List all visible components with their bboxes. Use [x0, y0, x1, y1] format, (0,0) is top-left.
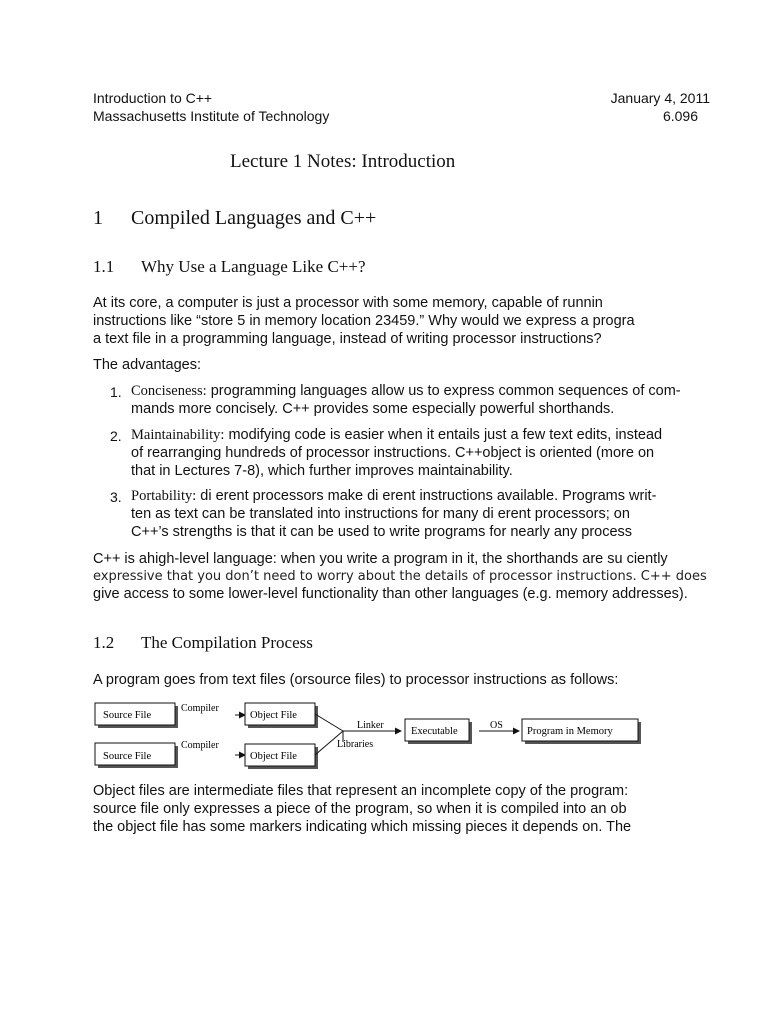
list-item-text: of rearranging hundreds of processor instructions. C++object is oriented (more on: [131, 445, 655, 461]
executable-label: Executable: [411, 726, 458, 737]
list-item: [131, 426, 662, 444]
os-label: OS: [490, 720, 503, 731]
section-1-heading: [93, 207, 376, 230]
section-title: Why Use a Language Like C++?: [141, 257, 366, 276]
list-item-text: that in Lectures 7-8), which further improves maintainability.: [131, 463, 513, 479]
header-course-title: Introduction to C++: [93, 90, 213, 106]
header-institution: Massachusetts Institute of Technology: [93, 108, 330, 124]
compilation-diagram: [93, 697, 653, 772]
source-file-label: Source File: [103, 710, 152, 721]
program-in-memory-label: Program in Memory: [527, 726, 613, 737]
source-file-box-1: [95, 703, 178, 728]
advantages-label: The advantages:: [93, 357, 202, 373]
paragraph-line: C++ is ahigh-level language: when you write a program in it, the shorthands are su ciently: [93, 551, 668, 567]
section-1-2-heading: [93, 633, 313, 653]
list-item-lead: Conciseness:: [131, 383, 207, 399]
section-title: The Compilation Process: [141, 633, 313, 652]
source-file-label: Source File: [103, 751, 152, 762]
compiler-label: Compiler: [181, 740, 219, 751]
object-file-box-1: [245, 703, 318, 728]
section-number: 1.2: [93, 633, 115, 652]
list-item-number: 2.: [110, 428, 122, 444]
list-item-text: modifying code is easier when it entails just a few text edits, instead: [224, 427, 663, 443]
section-title: Compiled Languages and C++: [131, 207, 377, 229]
compiler-label: Compiler: [181, 703, 219, 714]
list-item-text: C++’s strengths is that it can be used to write programs for nearly any process: [131, 524, 633, 540]
list-item-text: mands more concisely. C++ provides some especially powerful shorthands.: [131, 401, 615, 417]
section-1-1-heading: [93, 257, 366, 277]
header-date: January 4, 2011: [610, 90, 710, 106]
object-file-label: Object File: [250, 710, 297, 721]
list-item-lead: Portability:: [131, 488, 197, 504]
paragraph-line: the object file has some markers indicating which missing pieces it depends on. The: [93, 819, 632, 835]
header-course-number: 6.096: [662, 108, 698, 124]
paragraph-line: Object files are intermediate files that represent an incomplete copy of the program:: [93, 783, 629, 799]
list-item-text: di erent processors make di erent instructions available. Programs writ-: [196, 488, 657, 504]
object-file-label: Object File: [250, 751, 297, 762]
object-file-box-2: [245, 744, 318, 769]
paragraph-line: expressive that you don’t need to worry about the details of processor instructions. C++ does: [93, 569, 707, 584]
program-in-memory-box: [522, 719, 641, 744]
paragraph-line: source file only expresses a piece of the program, so when it is compiled into an ob: [93, 801, 627, 817]
linker-label: Linker: [357, 720, 384, 731]
paragraph-line: instructions like “store 5 in memory location 23459.” Why would we express a progra: [93, 313, 635, 329]
paragraph-line: A program goes from text files (orsource files) to processor instructions as follows:: [93, 672, 619, 688]
paragraph-line: a text file in a programming language, instead of writing processor instructions?: [93, 331, 602, 347]
source-file-box-2: [95, 743, 178, 768]
lecture-title: Lecture 1 Notes: Introduction: [230, 151, 456, 172]
linker-connector: [315, 714, 343, 731]
libraries-label: Libraries: [337, 739, 374, 750]
section-number: 1.1: [93, 257, 115, 276]
paragraph-line: give access to some lower-level functionality than other languages (e.g. memory addresses).: [93, 586, 688, 602]
list-item-number: 3.: [110, 489, 122, 505]
list-item-lead: Maintainability:: [131, 427, 225, 443]
list-item-text: ten as text can be translated into instructions for many di erent processors; on: [131, 506, 630, 522]
list-item-number: 1.: [110, 384, 122, 400]
paragraph-line: At its core, a computer is just a processor with some memory, capable of runnin: [93, 295, 603, 311]
list-item: [131, 487, 656, 505]
list-item: [131, 382, 681, 400]
section-number: 1: [93, 207, 103, 229]
executable-box: [405, 719, 472, 744]
list-item-text: programming languages allow us to express common sequences of com-: [206, 383, 681, 399]
